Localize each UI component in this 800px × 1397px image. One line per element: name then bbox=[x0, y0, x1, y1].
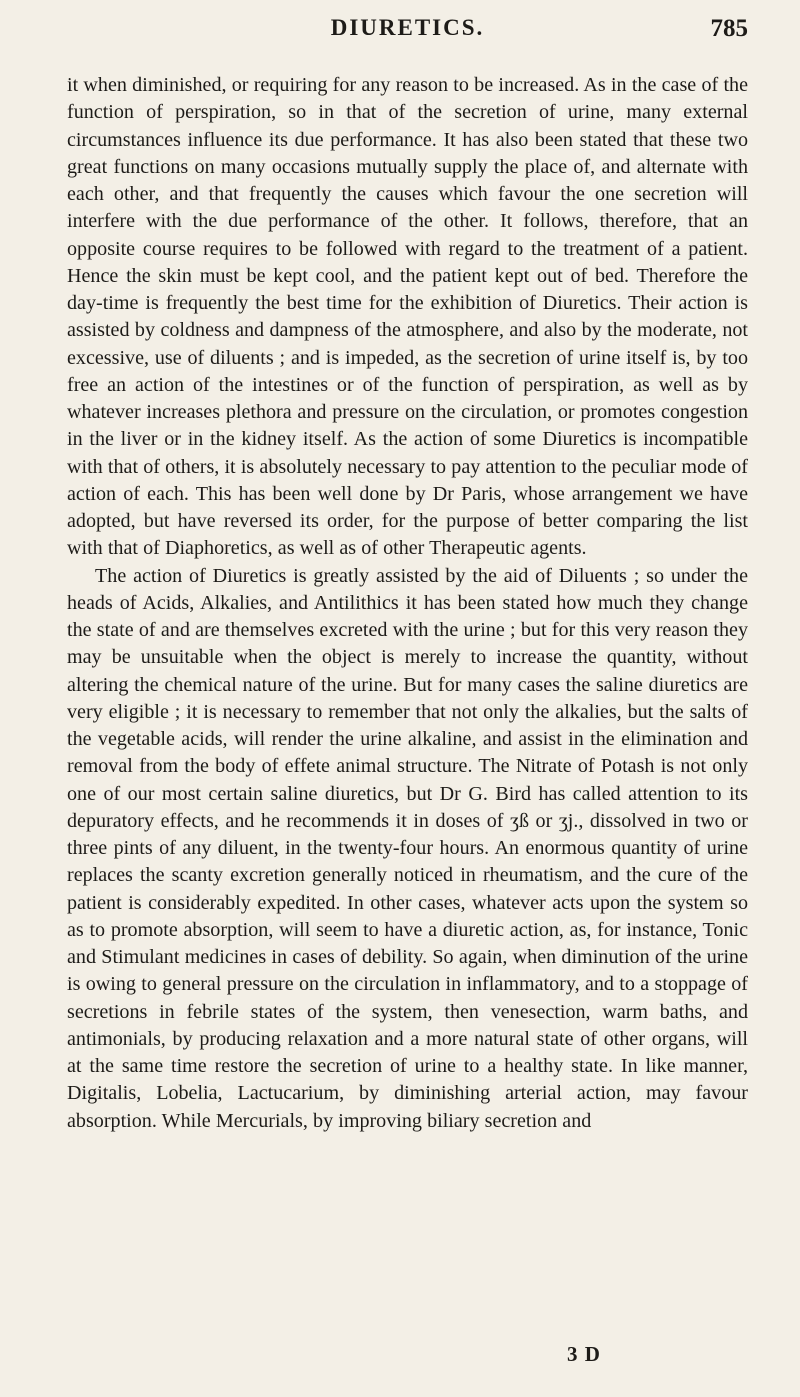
page-body bbox=[67, 72, 748, 1135]
paragraph-2: The action of Diuretics is greatly assisted by the aid of Diluents ; so under the heads of Acids, Alkalies, and Antilithics it has been stated how much they change the state of and are themselves excreted with the urine ; but for this very reason they may be unsuitable when the object is merely to increase the quantity, without altering the chemical nature of the urine. But for many cases the saline diuretics are very eligible ; it is necessary to remember that not only the alkalies, but the salts of the vegetable acids, will render the urine alkaline, and assist in the elimination and removal from the body of effete animal structure. The Nitrate of Potash is not only one of our most certain saline diuretics, but Dr G. Bird has called attention to its depuratory effects, and he recommends it in doses of ʒß or ʒj., dissolved in two or three pints of any diluent, in the twenty-four hours. An enormous quantity of urine replaces the scanty excretion generally noticed in rheumatism, and the cure of the patient is considerably expedited. In other cases, whatever acts upon the system so as to promote absorption, will seem to have a diuretic action, as, for instance, Tonic and Stimulant medicines in cases of debility. So again, when diminution of the urine is owing to general pressure on the circulation in inflammatory, and to a stoppage of secretions in febrile states of the system, then venesection, warm baths, and antimonials, by producing relaxation and a more natural state of other organs, will at the same time restore the secretion of urine to a healthy state. In like manner, Digitalis, Lobelia, Lactucarium, by diminishing arterial action, may favour absorption. While Mercurials, by improving biliary secretion and bbox=[67, 564, 748, 1132]
running-title: DIURETICS. bbox=[330, 15, 485, 40]
page-number: 785 bbox=[710, 15, 748, 42]
signature-mark: 3 D bbox=[567, 1342, 601, 1366]
paragraph-1: it when diminished, or requiring for any reason to be increased. As in the case of the function of perspiration, so in that of the secretion of urine, many external circumstances influence its due performance. It has also been stated that these two great functions on many occasions mutually supply the place of, and alternate with each other, and that frequently the causes which favour the one secretion will interfere with the due performance of the other. It follows, therefore, that an opposite course requires to be followed with regard to the treatment of a patient. Hence the skin must be kept cool, and the patient kept out of bed. Therefore the day-time is frequently the best time for the exhibition of Diuretics. Their action is assisted by coldness and dampness of the atmosphere, and also by the moderate, not excessive, use of diluents ; and is impeded, as the secretion of urine itself is, by too free an action of the intestines or of the function of perspiration, as well as by whatever increases plethora and pressure on the circulation, or promotes congestion in the liver or in the kidney itself. As the action of some Diuretics is incompatible with that of others, it is absolutely necessary to pay attention to the peculiar mode of action of each. This has been well done by Dr Paris, whose arrangement we have adopted, but have reversed its order, for the purpose of better comparing the list with that of Diaphoretics, as well as of other Therapeutic agents. bbox=[67, 74, 748, 560]
running-head bbox=[67, 9, 748, 47]
